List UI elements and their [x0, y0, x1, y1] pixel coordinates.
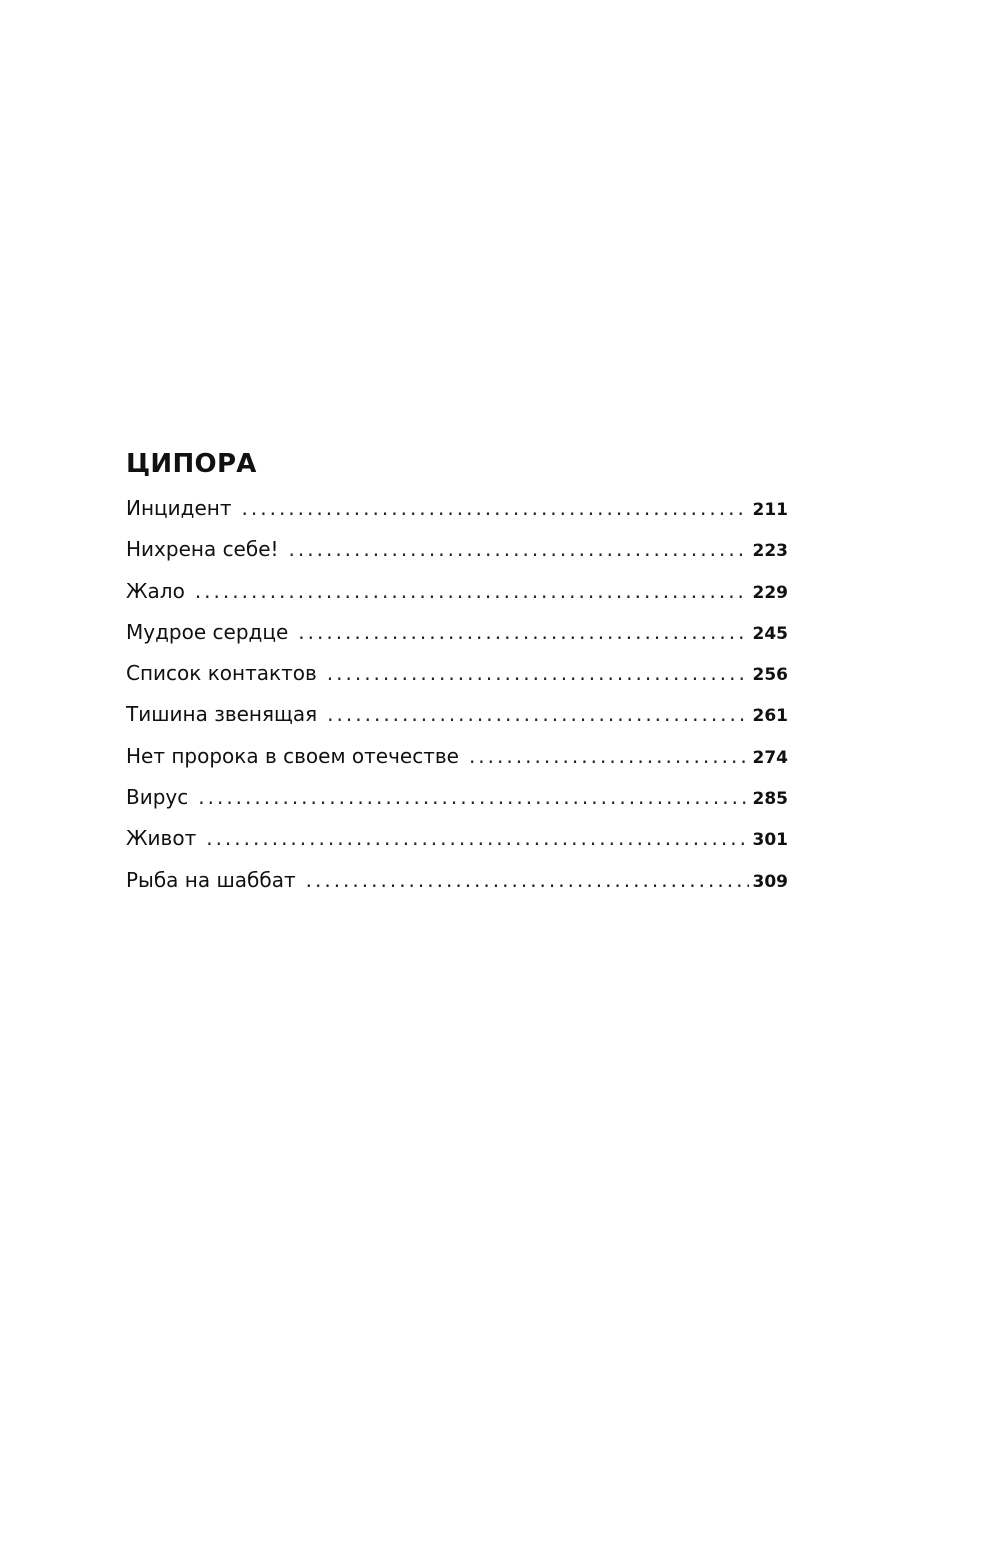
dot-leader — [195, 571, 749, 612]
toc-entry-page: 285 — [752, 789, 788, 810]
toc-entry[interactable] — [126, 653, 788, 694]
dot-leader — [306, 860, 749, 901]
toc-entry[interactable] — [126, 736, 788, 777]
toc-entry-title: Живот — [126, 826, 197, 851]
toc-entry-title: Нихрена себе! — [126, 537, 279, 562]
dot-leader — [242, 488, 749, 529]
toc-entry-title: Тишина звенящая — [126, 702, 318, 727]
toc-entry-title: Рыба на шаббат — [126, 867, 296, 892]
toc-entry[interactable] — [126, 612, 788, 653]
toc-entry-page: 211 — [752, 500, 788, 520]
toc-entry-title: Список контактов — [126, 661, 317, 686]
dot-leader — [198, 777, 748, 818]
toc-entry-title: Нет пророка в своем отечестве — [126, 743, 459, 768]
toc-entry[interactable] — [126, 571, 788, 612]
toc-entry-page: 229 — [752, 582, 788, 603]
dot-leader — [469, 736, 749, 777]
toc-entry[interactable] — [126, 777, 788, 818]
toc-entry-page: 261 — [752, 706, 788, 727]
dot-leader — [327, 653, 749, 694]
toc-entry-title: Мудрое сердце — [126, 619, 289, 644]
toc-entry-page: 245 — [752, 623, 788, 644]
dot-leader — [327, 694, 748, 735]
section-title: ЦИПОРА — [126, 449, 257, 479]
toc-entry[interactable] — [126, 694, 788, 735]
table-of-contents — [126, 488, 788, 901]
toc-entry-page: 223 — [752, 541, 788, 562]
toc-entry[interactable] — [126, 529, 788, 570]
toc-entry-title: Вирус — [126, 785, 189, 810]
toc-entry-page: 256 — [752, 665, 788, 686]
toc-entry-page: 301 — [752, 830, 788, 851]
dot-leader — [289, 529, 749, 570]
toc-entry[interactable] — [126, 488, 788, 529]
toc-entry-page: 309 — [752, 871, 788, 892]
toc-entry[interactable] — [126, 860, 788, 901]
dot-leader — [206, 818, 748, 859]
toc-entry-title: Жало — [126, 578, 185, 603]
toc-entry[interactable] — [126, 818, 788, 859]
toc-entry-title: Инцидент — [126, 496, 232, 520]
dot-leader — [298, 612, 748, 653]
toc-entry-page: 274 — [752, 747, 788, 768]
